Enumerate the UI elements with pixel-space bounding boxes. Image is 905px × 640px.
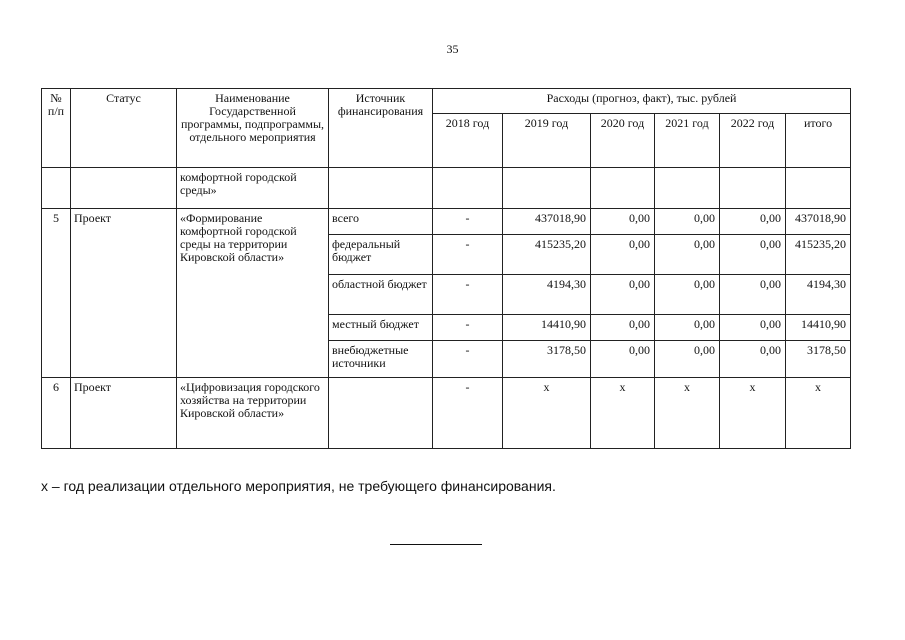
footnote: x – год реализации отдельного мероприятия, не требующего финансирования.	[41, 478, 556, 494]
page-number: 35	[446, 42, 459, 56]
header-expenses: Расходы (прогноз, факт), тыс. рублей	[433, 89, 851, 114]
header-source: Источник финансирования	[329, 89, 433, 168]
cell-value: 3178,50	[503, 341, 591, 378]
cell-num: 5	[42, 209, 71, 378]
cell-empty	[433, 168, 503, 209]
cell-source: федеральный бюджет	[329, 235, 433, 275]
separator-line	[390, 544, 482, 545]
cell-value: x	[503, 378, 591, 449]
cell-value: 3178,50	[786, 341, 851, 378]
header-row	[42, 89, 851, 114]
table-row	[42, 209, 851, 235]
cell-value: 14410,90	[786, 315, 851, 341]
cell-value: 0,00	[720, 235, 786, 275]
cell-value: 0,00	[655, 315, 720, 341]
cell-value: -	[433, 275, 503, 315]
cell-status: Проект	[71, 209, 177, 378]
header-year: 2022 год	[720, 114, 786, 168]
cell-value: 0,00	[591, 341, 655, 378]
header-year: 2020 год	[591, 114, 655, 168]
cell-value: 437018,90	[503, 209, 591, 235]
cell-value: -	[433, 235, 503, 275]
cell-value: -	[433, 378, 503, 449]
cell-value: 0,00	[591, 275, 655, 315]
budget-table	[41, 88, 851, 449]
cell-value: x	[720, 378, 786, 449]
header-status: Статус	[71, 89, 177, 168]
cell-value: 4194,30	[786, 275, 851, 315]
cell-value: 415235,20	[503, 235, 591, 275]
cell-value: 0,00	[591, 315, 655, 341]
cell-value: 4194,30	[503, 275, 591, 315]
cell-status: Проект	[71, 378, 177, 449]
cell-value: 0,00	[720, 315, 786, 341]
cell-value: x	[786, 378, 851, 449]
cell-empty	[786, 168, 851, 209]
cell-empty	[71, 168, 177, 209]
cell-source: областной бюджет	[329, 275, 433, 315]
cell-source: всего	[329, 209, 433, 235]
header-num: № п/п	[42, 89, 71, 168]
header-total: итого	[786, 114, 851, 168]
header-name: Наименование Государственной программы, подпрограммы, отдельного мероприятия	[177, 89, 329, 168]
cell-value: x	[655, 378, 720, 449]
cell-value: 0,00	[655, 209, 720, 235]
cell-empty	[503, 168, 591, 209]
cell-value: -	[433, 315, 503, 341]
header-year: 2019 год	[503, 114, 591, 168]
cell-name: комфортной городской среды»	[177, 168, 329, 209]
cell-value: 0,00	[655, 341, 720, 378]
cell-value: x	[591, 378, 655, 449]
cell-source: местный бюджет	[329, 315, 433, 341]
cell-value: 415235,20	[786, 235, 851, 275]
table-row	[42, 378, 851, 449]
cell-value: 0,00	[720, 209, 786, 235]
cell-empty	[591, 168, 655, 209]
cell-value: 0,00	[591, 209, 655, 235]
table-row-continuation	[42, 168, 851, 209]
cell-value: 437018,90	[786, 209, 851, 235]
cell-empty	[655, 168, 720, 209]
cell-num: 6	[42, 378, 71, 449]
cell-value: 0,00	[655, 235, 720, 275]
cell-empty	[42, 168, 71, 209]
header-year: 2021 год	[655, 114, 720, 168]
cell-empty	[720, 168, 786, 209]
cell-name: «Цифровизация городского хозяйства на территории Кировской области»	[177, 378, 329, 449]
cell-value: 0,00	[591, 235, 655, 275]
cell-source	[329, 378, 433, 449]
cell-value: -	[433, 341, 503, 378]
cell-value: -	[433, 209, 503, 235]
cell-value: 14410,90	[503, 315, 591, 341]
cell-empty	[329, 168, 433, 209]
header-year: 2018 год	[433, 114, 503, 168]
cell-name: «Формирование комфортной городской среды на территории Кировской области»	[177, 209, 329, 378]
cell-value: 0,00	[720, 275, 786, 315]
cell-value: 0,00	[655, 275, 720, 315]
cell-source: внебюджетные источники	[329, 341, 433, 378]
cell-value: 0,00	[720, 341, 786, 378]
